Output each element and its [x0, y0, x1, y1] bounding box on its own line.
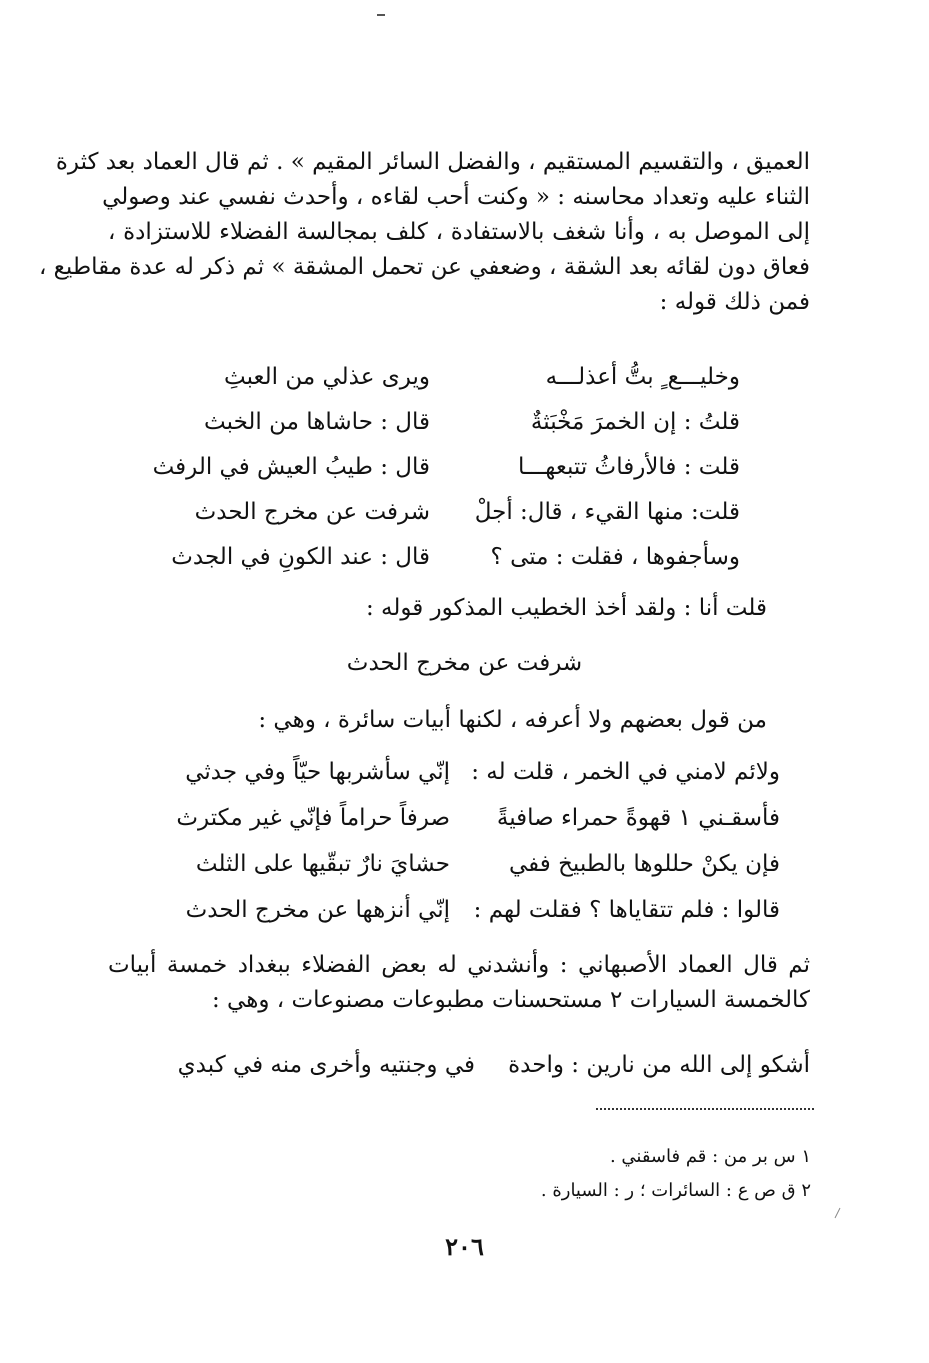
verse-second-hemistich: صرفاً حراماً فإنّي غير مكترث	[176, 805, 450, 831]
outro-line: كالخمسة السيارات ٢ مستحسنات مطبوعات مصنوعات ، وهي :	[211, 987, 810, 1013]
verse-first-hemistich: وسأجفوها ، فقلت : متى ؟	[490, 544, 740, 570]
intro-line: فعاق دون لقائه بعد الشقة ، وضعفي عن تحمل المشقة » ثم ذكر له عدة مقاطيع ،	[38, 254, 810, 280]
intro-line: إلى الموصل به ، وأنا شغف بالاستفادة ، كلف بمجالسة الفضلاء للاستزادة ،	[108, 219, 810, 245]
verse-second-hemistich: إنّي سأشربها حيّاً وفي جدثي	[185, 759, 450, 785]
source-note: من قول بعضهم ولا أعرفه ، لكنها أبيات سائرة ، وهي :	[258, 707, 767, 733]
verse-first-hemistich: فأسقـني ١ قهوةً حمراء صافيةً	[496, 805, 780, 831]
intro-line: الثناء عليه وتعداد محاسنه : « وكنت أحب لقاءه ، وأحدث نفسي عند وصولي	[102, 184, 810, 210]
verse-first-hemistich: وخليـــع ٍ بتُّ أعذلـــه	[545, 364, 740, 390]
intro-line: فمن ذلك قوله :	[659, 289, 810, 315]
verse-first-hemistich: قالوا : فلم تتقاياها ؟ فقلت لهم :	[473, 897, 780, 923]
outro-line: ثم قال العماد الأصبهاني : وأنشدني له بعض الفضلاء ببغداد خمسة أبيات	[108, 952, 810, 978]
verse-first-hemistich: قلت : فالأرفاثُ تتبعهـــا	[518, 454, 740, 480]
verse-first-hemistich: قلتُ : إن الخمرَ مَخْبَثةٌ	[530, 409, 740, 435]
verse-first-hemistich: فإن يكنْ حللوها بالطبيخ ففي	[508, 851, 780, 877]
verse-second-hemistich: ويرى عذلي من العبثِ	[224, 364, 430, 390]
verse-second-hemistich: قال : عند الكونِ في الجدث	[171, 544, 430, 570]
intro-line: العميق ، والتقسيم المستقيم ، والفضل السائر المقيم » . ثم قال العماد بعد كثرة	[55, 149, 810, 175]
verse-first-hemistich: أشكو إلى الله من نارين : واحدة	[508, 1052, 810, 1078]
verse-second-hemistich: شرفت عن مخرج الحدث	[194, 499, 430, 525]
verse-second-hemistich: قال : طيبُ العيش في الرفث	[152, 454, 430, 480]
author-note: قلت أنا : ولقد أخذ الخطيب المذكور قوله :	[365, 595, 767, 621]
quoted-hemistich: شرفت عن مخرج الحدث	[346, 650, 583, 676]
footnote: ٢ ق ص ع : السائرات ؛ ر : السيارة .	[540, 1180, 811, 1201]
verse-first-hemistich: ولائم لامني في الخمر ، قلت له :	[471, 759, 780, 785]
footnote: ١ س بر من : قم فاسقني .	[609, 1146, 811, 1167]
verse-second-hemistich: إنّي أنزهها عن مخرج الحدث	[185, 897, 450, 923]
scan-scratch	[835, 1208, 840, 1218]
page-number: ٢٠٦	[445, 1232, 484, 1261]
verse-second-hemistich: حشايَ نارٌ تبقّيها على الثلث	[195, 851, 450, 877]
verse-second-hemistich: قال : حاشاها من الخبث	[204, 409, 430, 435]
verse-first-hemistich: قلت: منها القيء ، قال: أجلْ	[474, 499, 740, 525]
verse-second-hemistich: في وجنتيه وأخرى منه في كبدي	[177, 1052, 475, 1078]
